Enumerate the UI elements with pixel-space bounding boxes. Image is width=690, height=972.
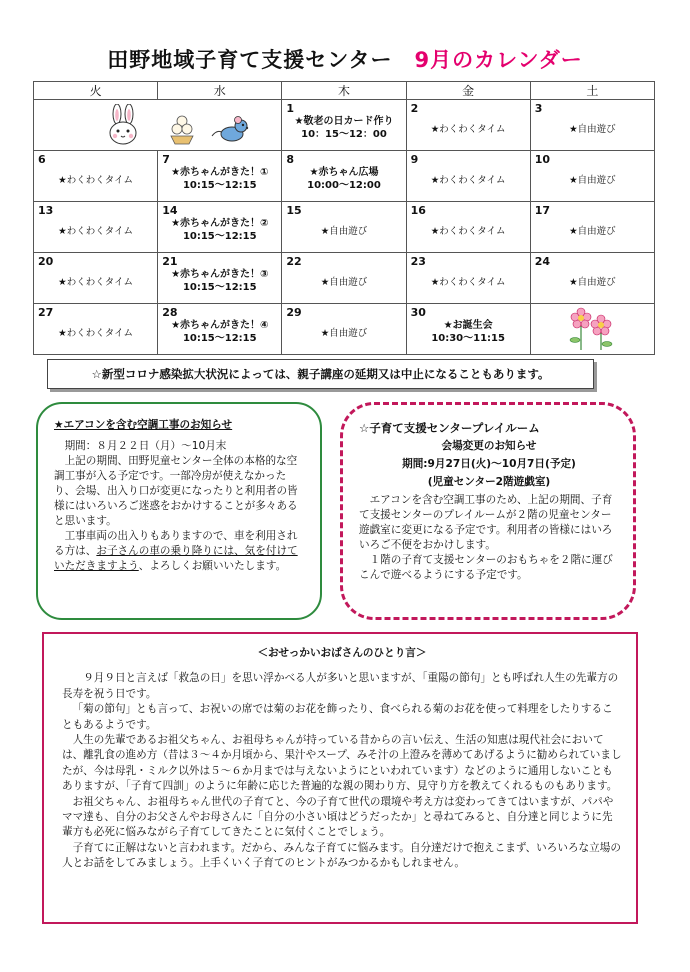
aircon-body-2-a: 工事車両の出入りもありますので、車を利用される方は、 xyxy=(54,530,298,557)
event-label: ★わくわくタイム xyxy=(58,226,133,237)
aircon-heading: ★エアコンを含む空調工事のお知らせ xyxy=(54,419,233,431)
event-label: ★敬老の日カード作り xyxy=(294,116,394,127)
title-month: 9月のカレンダー xyxy=(414,48,583,72)
event-label: ★わくわくタイム xyxy=(58,277,133,288)
day-number: 17 xyxy=(534,204,551,217)
aircon-body-2-b: 、よろしくお願いいたします。 xyxy=(138,560,287,572)
calendar-day-cell xyxy=(158,304,282,355)
event-label: ★お誕生会 xyxy=(443,320,493,331)
calendar-table xyxy=(33,81,655,355)
flower-illustration-cell xyxy=(530,304,654,355)
event-label: ★わくわくタイム xyxy=(430,124,506,135)
event-label: ★わくわくタイム xyxy=(58,328,133,339)
playroom-place: (児童センター2階遊戯室) xyxy=(427,476,551,488)
calendar-day-cell xyxy=(158,253,282,304)
day-number: 14 xyxy=(162,204,178,217)
event-time: 10:00～12:00 xyxy=(307,180,381,191)
aircon-period: 期間：８月２２日（月）～10月末 xyxy=(64,440,227,452)
calendar-header-row xyxy=(34,82,655,100)
calendar-day-cell xyxy=(530,151,654,202)
day-number: 6 xyxy=(38,153,46,166)
weekday-header: 水 xyxy=(158,82,282,100)
event-label: ★赤ちゃんがきた！④ xyxy=(171,320,269,331)
calendar-week-row xyxy=(34,100,655,151)
title-main: 田野地域子育て支援センター xyxy=(107,48,393,72)
calendar-day-cell xyxy=(282,100,406,151)
day-number: 9 xyxy=(410,153,419,166)
playroom-notice-box xyxy=(340,402,636,620)
column-paragraph: 「菊の節句」とも言って、お祝いの席では菊のお花を飾ったり、食べられる菊のお花を使って料理をしたりすることもあるようです。 xyxy=(62,703,613,731)
day-number: 3 xyxy=(534,102,543,115)
playroom-body: エアコンを含む空調工事のため、上記の期間、子育て支援センターのプレイルームが２階の児童センター遊戯室に変更になる予定です。利用者の皆様にはいろいろご不便をおかけします。 xyxy=(359,494,613,551)
calendar-day-cell xyxy=(282,151,406,202)
calendar-week-row xyxy=(34,202,655,253)
event-label: ★赤ちゃんがきた！① xyxy=(171,167,269,178)
aircon-body-2-underline: お子さんの車の乗り降りには、気を付けていただきますよう xyxy=(54,545,298,572)
day-number: 2 xyxy=(410,102,419,115)
calendar-week-row xyxy=(34,304,655,355)
event-label: ★自由遊び xyxy=(320,226,368,237)
illustration-cell xyxy=(34,100,282,151)
weekday-header: 金 xyxy=(406,82,530,100)
column-paragraph: お祖父ちゃん、お祖母ちゃん世代の子育てと、今の子育て世代の環境や考え方は変わってきてはいますが、パパやママ達も、自分のお父さんやお母さんに「自分の小さい頃はどうだったか」と尋ねてみると、自分達と同じように先輩方も必死に悩みながら子育てしてきたことに気付くことでしょう。 xyxy=(62,795,614,839)
page-title xyxy=(0,44,690,74)
calendar-day-cell xyxy=(406,253,530,304)
mouse-illustration xyxy=(210,114,250,144)
calendar-day-cell xyxy=(406,151,530,202)
calendar-day-cell xyxy=(530,202,654,253)
calendar-day-cell xyxy=(158,202,282,253)
calendar-day-cell xyxy=(282,253,406,304)
calendar-week-row xyxy=(34,151,655,202)
event-time: 10:30～11:15 xyxy=(431,333,505,344)
calendar-day-cell xyxy=(530,100,654,151)
column-box xyxy=(42,632,638,924)
weekday-header: 木 xyxy=(282,82,406,100)
tsukimi-dango-illustration xyxy=(168,114,196,146)
rabbit-illustration xyxy=(100,104,146,148)
calendar-week-row xyxy=(34,253,655,304)
day-number: 7 xyxy=(162,153,170,166)
calendar-day-cell xyxy=(34,151,158,202)
day-number: 24 xyxy=(534,255,551,268)
event-label: ★自由遊び xyxy=(569,175,616,186)
event-label: ★赤ちゃん広場 xyxy=(309,167,379,178)
event-label: ★赤ちゃんがきた！③ xyxy=(171,269,269,280)
calendar-day-cell xyxy=(406,202,530,253)
day-number: 20 xyxy=(38,255,54,268)
event-label: ★自由遊び xyxy=(320,328,368,339)
event-time: 10:15～12:15 xyxy=(182,231,257,242)
playroom-heading: ☆子育て支援センタープレイルーム xyxy=(359,421,540,435)
event-label: ★自由遊び xyxy=(569,277,616,288)
calendar-day-cell xyxy=(282,304,406,355)
covid-notice: ☆新型コロナ感染拡大状況によっては、親子講座の延期又は中止になることもあります。 xyxy=(47,359,594,389)
aircon-notice-box xyxy=(36,402,322,620)
flower-illustration xyxy=(561,306,621,352)
day-number: 30 xyxy=(410,306,426,319)
day-number: 16 xyxy=(410,204,426,217)
event-label: ★自由遊び xyxy=(569,124,616,135)
aircon-body-2 xyxy=(54,529,306,574)
column-paragraph: ９月９日と言えば「救急の日」を思い浮かべる人が多いと思いますが、「重陽の節句」とも呼ばれ人生の先輩方の長寿を祝う日です。 xyxy=(62,672,619,700)
column-heading: ＜おせっかいおばさんのひとり言＞ xyxy=(257,647,427,659)
day-number: 8 xyxy=(286,153,295,166)
weekday-header: 土 xyxy=(530,82,654,100)
playroom-period: 期間:9月27日(火)～10月7日(予定) xyxy=(402,458,576,470)
event-label: ★自由遊び xyxy=(320,277,368,288)
day-number: 13 xyxy=(38,204,54,217)
column-paragraph: 人生の先輩であるお祖父ちゃん、お祖母ちゃんが持っている昔からの言い伝え、生活の知恵は現代社会においては、離乳食の進め方（昔は３～４か月頃から、果汁やスープ、みそ汁の上澄みを薄めてあげるように勧められていましたが、今は母乳・ミルク以外は５～６か月までは与えないようにといわれています）などのように通用しないこともありますが、「子育て四訓」のように年齢に応じた普遍的な親の関わり方、見守り方を教えてくれるものもあります。 xyxy=(62,734,622,793)
calendar-day-cell xyxy=(530,253,654,304)
event-label: ★自由遊び xyxy=(569,226,616,237)
event-label: ★わくわくタイム xyxy=(430,175,506,186)
day-number: 1 xyxy=(286,102,295,115)
playroom-heading-2: 会場変更のお知らせ xyxy=(441,440,537,452)
calendar-day-cell xyxy=(406,304,530,355)
calendar-day-cell xyxy=(34,304,158,355)
day-number: 10 xyxy=(534,153,551,166)
aircon-body: 上記の期間、田野児童センター全体の本格的な空調工事が入る予定です。一部冷房が使えなかったり、会場、出入り口が変更になったりと利用者の皆様にはいろいろご迷惑をおかけすることが多々あると思います。 xyxy=(54,455,298,527)
day-number: 28 xyxy=(162,306,178,319)
event-label: ★わくわくタイム xyxy=(58,175,133,186)
weekday-header: 火 xyxy=(34,82,158,100)
calendar-day-cell xyxy=(34,253,158,304)
event-time: 10:15～12:15 xyxy=(182,333,257,344)
playroom-body-2: １階の子育て支援センターのおもちゃを２階に運びこんで遊べるようにする予定です。 xyxy=(359,554,613,581)
event-time: 10:15～12:15 xyxy=(182,180,257,191)
day-number: 27 xyxy=(38,306,54,319)
day-number: 23 xyxy=(410,255,426,268)
day-number: 29 xyxy=(286,306,302,319)
calendar-day-cell xyxy=(158,151,282,202)
day-number: 22 xyxy=(286,255,302,268)
event-time: 10:15～12:15 xyxy=(182,282,257,293)
column-paragraph: 子育てに正解はないと言われます。だから、みんな子育てに悩みます。自分達だけで抱えこまず、いろいろな立場の人とお話をしてみましょう。上手くいく子育てのヒントがみつかるかもしれません。 xyxy=(62,841,621,870)
calendar-day-cell xyxy=(34,202,158,253)
day-number: 15 xyxy=(286,204,302,217)
calendar-day-cell xyxy=(282,202,406,253)
day-number: 21 xyxy=(162,255,178,268)
event-time: 10：15～12：00 xyxy=(301,129,387,140)
event-label: ★わくわくタイム xyxy=(430,277,506,288)
calendar-day-cell xyxy=(406,100,530,151)
event-label: ★わくわくタイム xyxy=(430,226,506,237)
event-label: ★赤ちゃんがきた！② xyxy=(171,218,269,229)
